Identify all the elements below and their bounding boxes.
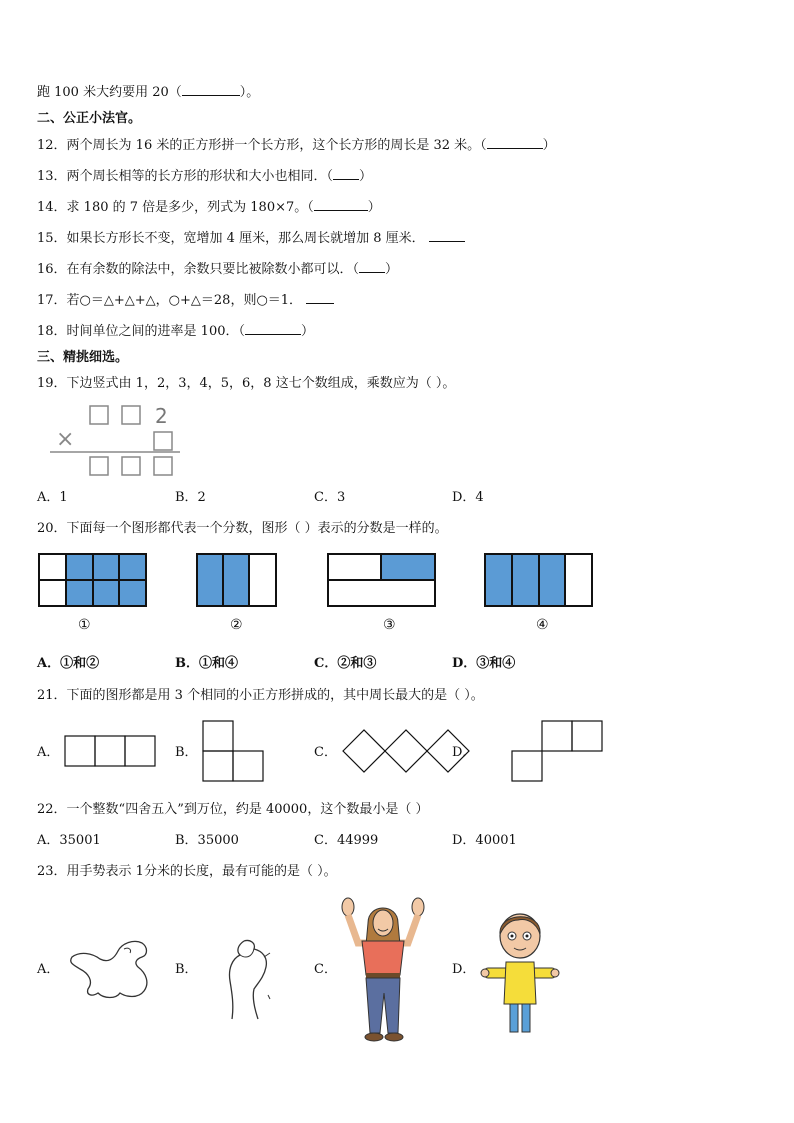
- question-23: 23．用手势表示 1分米的长度，最有可能的是（ ）。: [37, 864, 337, 879]
- question-14: 14．求 180 的 7 倍是多少，列式为 180×7。（ ）: [37, 200, 381, 215]
- answer-blank[interactable]: [306, 292, 334, 304]
- q21-option-b[interactable]: B．: [175, 745, 198, 760]
- q22-option-d[interactable]: D．40001: [452, 833, 517, 848]
- q19-option-b[interactable]: B．2: [175, 490, 206, 505]
- section-3-title: 三、精挑细选。: [37, 350, 129, 365]
- digit-box: [90, 406, 108, 424]
- answer-blank[interactable]: [487, 137, 543, 149]
- digit-box: [122, 457, 140, 475]
- q23-option-a[interactable]: A．: [37, 962, 60, 977]
- question-21: 21．下面的图形都是用 3 个相同的小正方形拼成的，其中周长最大的是（ ）。: [37, 688, 484, 703]
- q21-option-d[interactable]: D．: [452, 745, 476, 760]
- q22-option-c[interactable]: C．44999: [314, 833, 379, 848]
- digit-2: 2: [155, 404, 168, 428]
- question-12: 12．两个周长为 16 米的正方形拼一个长方形，这个长方形的周长是 32 米。（ ）: [37, 138, 556, 153]
- q19-option-a[interactable]: A．1: [37, 490, 68, 505]
- answer-blank[interactable]: [359, 261, 385, 273]
- fraction-figure-2: [196, 553, 278, 607]
- q20-option-d[interactable]: D．③和④: [452, 656, 516, 671]
- answer-blank[interactable]: [182, 84, 240, 96]
- answer-blank[interactable]: [429, 230, 465, 242]
- q19-option-d[interactable]: D．4: [452, 490, 484, 505]
- multiplier-box: [154, 432, 172, 450]
- digit-box: [122, 406, 140, 424]
- question-13: 13．两个周长相等的长方形的形状和大小也相同．（ ）: [37, 169, 373, 184]
- hand-gesture-a-image: [68, 937, 152, 1001]
- q21-option-c[interactable]: C．: [314, 745, 337, 760]
- question-16: 16．在有余数的除法中，余数只要比被除数小都可以．（ ）: [37, 262, 399, 277]
- question-18: 18．时间单位之间的进率是 100．（ ）: [37, 324, 315, 339]
- multiply-sign: ×: [56, 427, 75, 452]
- boy-arms-out-image: [482, 908, 558, 1034]
- shape-three-in-row: [64, 735, 157, 767]
- digit-box: [154, 457, 172, 475]
- question-20: 20．下面每一个图形都代表一个分数，图形（ ）表示的分数是一样的。: [37, 521, 448, 536]
- woman-arms-raised-image: [338, 893, 428, 1045]
- fraction-figure-3: [327, 553, 437, 607]
- q23-option-b[interactable]: B．: [175, 962, 198, 977]
- question-15: 15．如果长方形长不变，宽增加 4 厘米，那么周长就增加 8 厘米．: [37, 230, 465, 247]
- question-19: 19．下边竖式由 1，2，3，4，5，6，8 这七个数组成，乘数应为（ ）。: [37, 376, 456, 391]
- vertical-multiplication-figure: [50, 400, 185, 480]
- question-17: 17．若○＝△+△+△，○+△＝28，则○＝1．: [37, 292, 334, 309]
- answer-blank[interactable]: [314, 199, 368, 211]
- fraction-figure-4: [484, 553, 594, 607]
- fraction-figure-1: [38, 553, 148, 607]
- q20-option-b[interactable]: B．①和④: [175, 656, 238, 671]
- answer-blank[interactable]: [245, 323, 301, 335]
- shape-step: [511, 720, 605, 782]
- figure-label-1: ①: [78, 617, 91, 633]
- q22-option-a[interactable]: A．35001: [37, 833, 101, 848]
- figure-label-2: ②: [230, 617, 243, 633]
- q21-option-a[interactable]: A．: [37, 745, 60, 760]
- hand-gesture-b-image: [214, 937, 276, 1023]
- q20-option-c[interactable]: C．②和③: [314, 656, 377, 671]
- q19-option-c[interactable]: C．3: [314, 490, 346, 505]
- question-22: 22．一个整数“四舍五入”到万位，约是 40000，这个数最小是（ ）: [37, 802, 429, 817]
- answer-blank[interactable]: [333, 168, 359, 180]
- section-2-title: 二、公正小法官。: [37, 111, 142, 126]
- q22-option-b[interactable]: B．35000: [175, 833, 239, 848]
- q23-option-d[interactable]: D．: [452, 962, 476, 977]
- q11-tail: 跑 100 米大约要用 20（ ）。: [37, 85, 260, 100]
- figure-label-4: ④: [536, 617, 549, 633]
- shape-l-shape: [202, 720, 266, 782]
- figure-label-3: ③: [383, 617, 396, 633]
- q23-option-c[interactable]: C．: [314, 962, 337, 977]
- digit-box: [90, 457, 108, 475]
- q20-option-a[interactable]: A．①和②: [37, 656, 100, 671]
